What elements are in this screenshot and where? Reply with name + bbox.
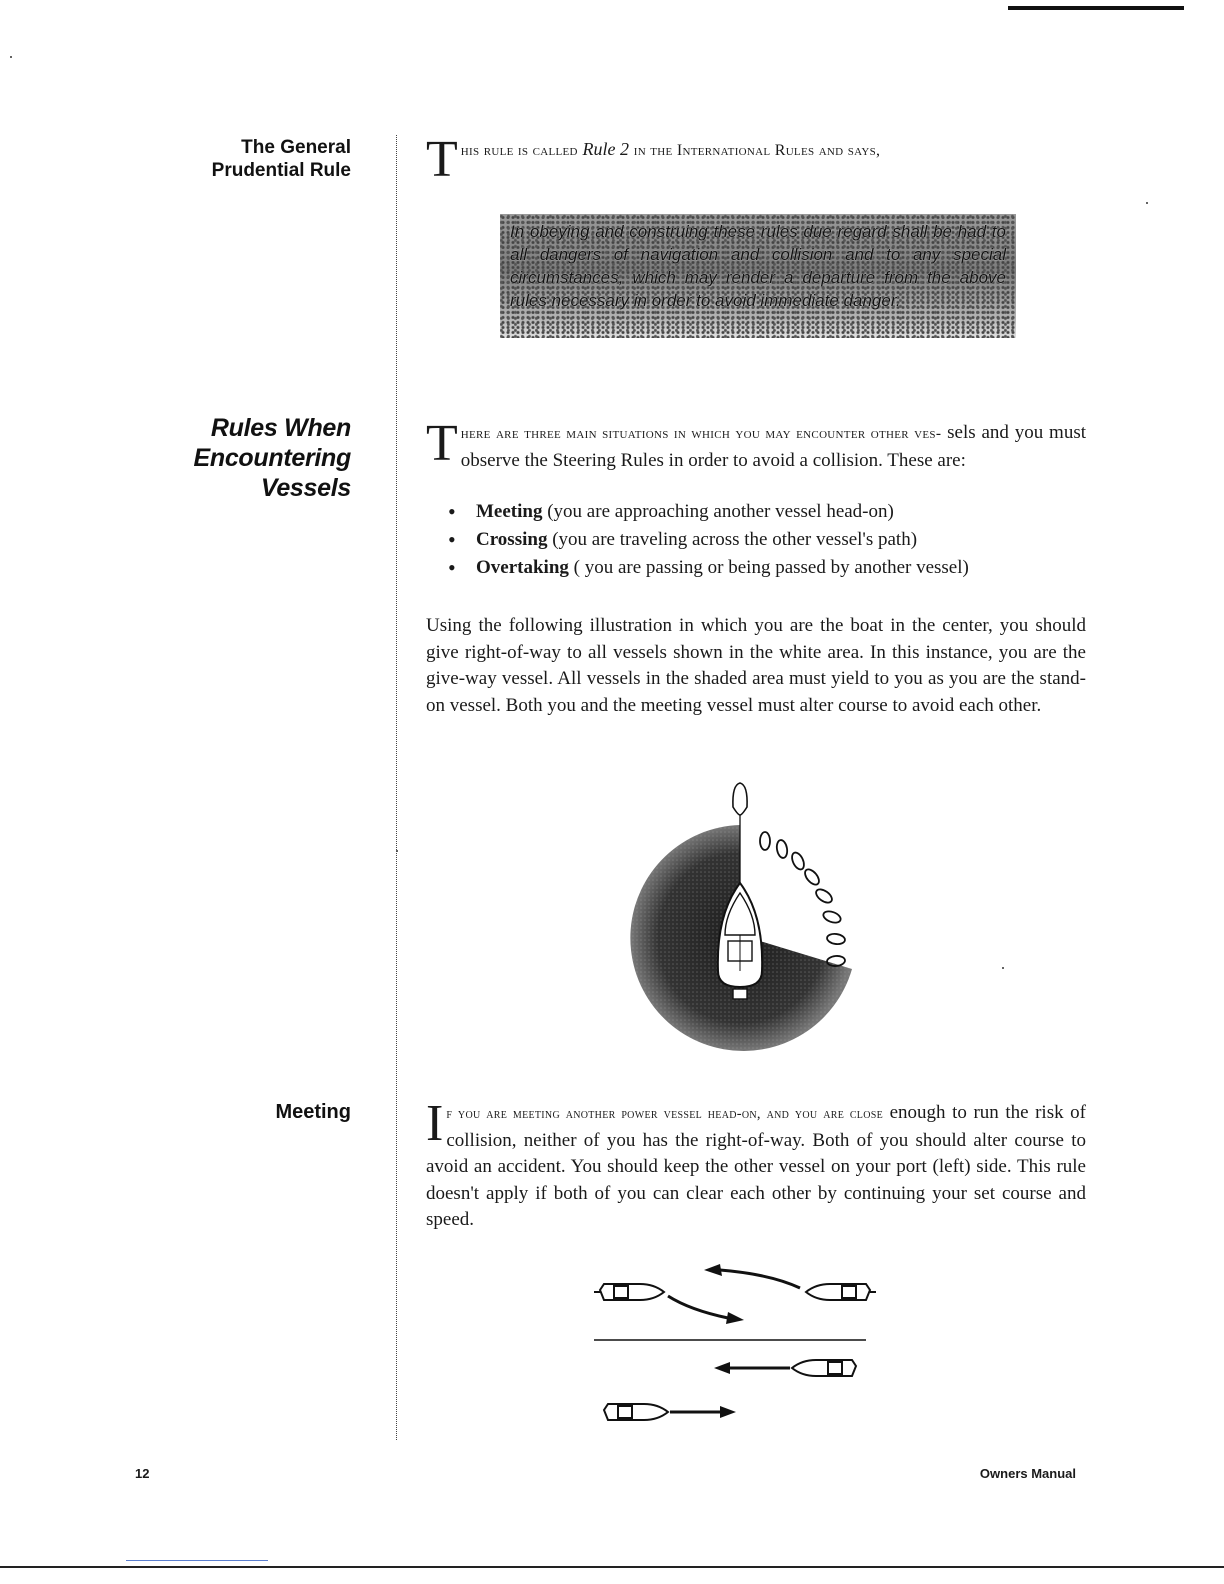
list-item bbox=[446, 554, 969, 582]
list-item bbox=[446, 526, 969, 554]
footer-title: Owners Manual bbox=[979, 1466, 1076, 1481]
heading-line: Vessels bbox=[260, 474, 351, 502]
vessel-outline bbox=[826, 933, 845, 945]
heading-general-prudential-rule bbox=[151, 136, 351, 182]
arrowhead bbox=[714, 1362, 730, 1374]
meeting-lead: f you are meeting another power vessel head-on, and you are close bbox=[446, 1106, 884, 1122]
bullet-term: Overtaking bbox=[476, 557, 569, 578]
page-number: 12 bbox=[135, 1466, 150, 1481]
boat-icon bbox=[594, 1284, 664, 1300]
rule2-quote-box bbox=[500, 214, 1016, 338]
heading-meeting: Meeting bbox=[275, 1101, 351, 1123]
vessel-outline bbox=[814, 887, 834, 906]
dropcap: I bbox=[426, 1095, 444, 1152]
heading-line: The General bbox=[241, 137, 351, 158]
rule2-quote: In obeying and construing these rules due regard shall be had to all dangers of navigation and collision and to any special circumstances, which may render a departure from the above rules necessary in order to avoid immediate danger. bbox=[510, 222, 1006, 310]
meeting-rest: enough to run the risk of collision, neither of you has the right-of-way. Both of you should alter course to avoid an accident. You should keep the other vessel on your port (left) side. This rule doesn't apply if both of you can clear each other by continuing your set course and speed. bbox=[426, 1102, 1087, 1230]
bottom-rule bbox=[0, 1566, 1224, 1568]
rule2-lead: his rule is called bbox=[460, 142, 578, 159]
vessel-outline bbox=[776, 839, 789, 858]
boat-icon bbox=[604, 1404, 668, 1420]
bullet-desc: ( you are passing or being passed by another vessel) bbox=[568, 557, 969, 578]
right-of-way-diagram bbox=[612, 775, 882, 1065]
situations-lead: here are three main situations in which you may encounter other ves- bbox=[460, 425, 942, 442]
vessel-outline bbox=[790, 851, 807, 872]
bottom-blue-line bbox=[126, 1560, 268, 1561]
meeting-diagram bbox=[590, 1258, 880, 1428]
vessel-outline bbox=[822, 909, 842, 925]
dropcap: T bbox=[426, 131, 458, 188]
bullet-term: Meeting bbox=[476, 501, 543, 522]
rule2-tail: in the International Rules and says, bbox=[633, 142, 881, 159]
speck bbox=[1002, 967, 1004, 969]
swerve-arrow bbox=[668, 1296, 728, 1318]
dropcap: T bbox=[426, 415, 458, 472]
situations-paragraph bbox=[426, 415, 1087, 474]
column-divider bbox=[396, 135, 397, 1440]
rule2-intro bbox=[426, 131, 1086, 188]
top-rule bbox=[1008, 6, 1184, 10]
bullet-term: Crossing bbox=[476, 529, 548, 550]
bullet-desc: (you are traveling across the other vessel's path) bbox=[547, 529, 918, 550]
illustration-paragraph: Using the following illustration in which you are the boat in the center, you should give right-of-way to all vessels shown in the white area. In this instance, you are the give-way vessel. All vessels in the shaded area must yield to you as you are the stand-on vessel. Both you and the meeting vessel must alter course to avoid each other. bbox=[426, 615, 1086, 716]
arrowhead bbox=[720, 1406, 736, 1418]
situation-list bbox=[446, 498, 969, 582]
ahead-vessel-icon bbox=[733, 783, 747, 815]
rule2-name: Rule 2 bbox=[582, 139, 630, 159]
situations-rest: sels and you must observe the Steering Rules in order to avoid a collision. These are: bbox=[460, 422, 1087, 471]
boat-icon bbox=[806, 1284, 876, 1300]
vessel-outline bbox=[760, 832, 770, 850]
arrowhead bbox=[726, 1312, 744, 1324]
heading-line: Encountering bbox=[193, 444, 351, 472]
heading-line: Rules When bbox=[210, 414, 351, 442]
bullet-desc: (you are approaching another vessel head-on) bbox=[542, 501, 894, 522]
arrowhead bbox=[704, 1264, 722, 1276]
speck bbox=[1146, 202, 1148, 204]
list-item bbox=[446, 498, 969, 526]
heading-rules-when-encountering bbox=[151, 413, 351, 503]
boat-icon bbox=[792, 1360, 856, 1376]
vessel-outline bbox=[802, 867, 821, 887]
heading-line: Prudential Rule bbox=[211, 160, 351, 181]
meeting-paragraph bbox=[426, 1095, 1087, 1234]
speck bbox=[10, 56, 12, 58]
swerve-arrow bbox=[720, 1270, 800, 1288]
